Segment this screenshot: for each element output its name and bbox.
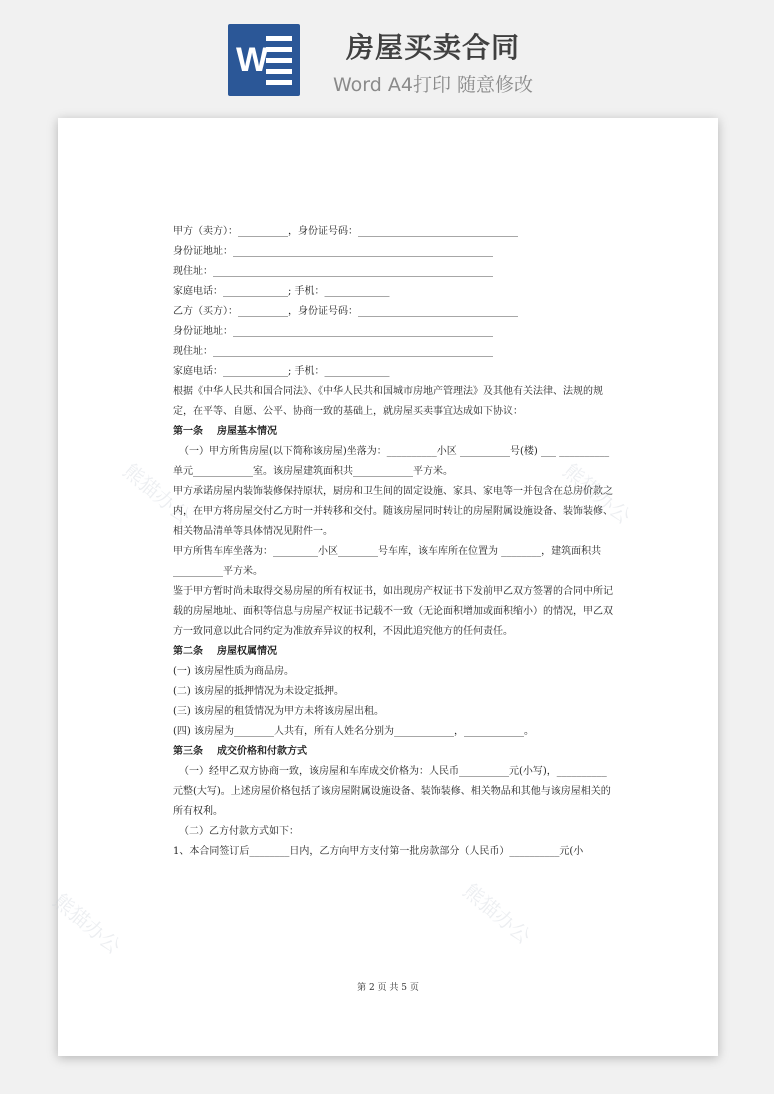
- section-paragraph: (三) 该房屋的租赁情况为甲方未将该房屋出租。: [173, 706, 384, 717]
- party-line: 甲方（卖方）：__________，身份证号码：________________________________: [173, 226, 518, 237]
- section-paragraph: （二）乙方付款方式如下：: [179, 826, 299, 837]
- section-paragraph: （一）经甲乙双方协商一致，该房屋和车库成交价格为：人民币__________元(小写)，__________元整(大写)。上述房屋价格包括了该房屋附属设施设备、装饰装修、相关物品和其他与该房屋相关的所有权利。: [173, 766, 611, 817]
- section-name: 房屋权属情况: [217, 646, 277, 657]
- party-line: 身份证地址：____________________________________________________: [173, 326, 493, 337]
- party-line: 乙方（买方）：__________，身份证号码：________________________________: [173, 306, 518, 317]
- document-page: [48, 118, 718, 1056]
- section-number: 第一条: [173, 426, 203, 437]
- word-logo-icon: [228, 24, 300, 96]
- section-title: [173, 742, 613, 762]
- section-number: 第二条: [173, 646, 203, 657]
- party-line: 现住址：________________________________________________________: [173, 346, 493, 357]
- party-line: 身份证地址：____________________________________________________: [173, 246, 493, 257]
- section-paragraph: 鉴于甲方暂时尚未取得交易房屋的所有权证书，如出现房产权证书下发前甲乙双方签署的合同中所记载的房屋地址、面积等信息与房屋产权证书记载不一致（无论面积增加或面积缩小）的情况，甲乙双方一致同意以此合同约定为准放弃异议的权利，不因此追究他方的任何责任。: [173, 586, 613, 637]
- section-paragraph: 1、本合同签订后________日内，乙方向甲方支付第一批房款部分（人民币）__________元(小: [173, 846, 584, 857]
- preamble: 根据《中华人民共和国合同法》、《中华人民共和国城市房地产管理法》及其他有关法律、法规的规定，在平等、自愿、公平、协商一致的基础上，就房屋买卖事宜达成如下协议：: [173, 386, 603, 417]
- section-paragraph: (四) 该房屋为________人共有，所有人姓名分别为____________，____________。: [173, 726, 534, 737]
- party-line: 现住址：________________________________________________________: [173, 266, 493, 277]
- watermark: 熊猫办公: [558, 458, 636, 529]
- section-paragraph: （一）甲方所售房屋(以下简称该房屋)坐落为：__________小区 __________号(楼) ___ __________单元____________室。该房屋建筑面积共____________平方米。: [173, 446, 610, 477]
- header: [0, 0, 774, 110]
- section-paragraph: (一) 该房屋性质为商品房。: [173, 666, 294, 677]
- section-name: 房屋基本情况: [217, 426, 277, 437]
- section-title: [173, 642, 613, 662]
- section-title: [173, 422, 613, 442]
- section-paragraph: 甲方承诺房屋内装饰装修保持原状，厨房和卫生间的固定设施、家具、家电等一并包含在总房价款之内，在甲方将房屋交付乙方时一并转移和交付。随该房屋同时转让的房屋附属设施设备、装饰装修、相关物品清单等具体情况见附件一。: [173, 486, 613, 537]
- page-title: 房屋买卖合同: [345, 31, 520, 64]
- section-paragraph: (二) 该房屋的抵押情况为未设定抵押。: [173, 686, 344, 697]
- page-subtitle: Word A4打印 随意修改: [332, 74, 533, 96]
- section-number: 第三条: [173, 746, 203, 757]
- party-line: 家庭电话：_____________; 手机：_____________: [173, 286, 390, 297]
- watermark: 熊猫办公: [48, 888, 126, 959]
- word-logo-letter: W: [235, 41, 269, 79]
- section-paragraph: 甲方所售车库坐落为：_________小区________号车库，该车库所在位置为 ________，建筑面积共__________平方米。: [173, 546, 602, 577]
- document-body: [173, 222, 613, 862]
- page-footer: 第 2 页 共 5 页: [357, 983, 419, 993]
- party-line: 家庭电话：_____________; 手机：_____________: [173, 366, 390, 377]
- watermark: 熊猫办公: [118, 458, 196, 529]
- watermark: 熊猫办公: [458, 878, 536, 949]
- section-name: 成交价格和付款方式: [217, 746, 307, 757]
